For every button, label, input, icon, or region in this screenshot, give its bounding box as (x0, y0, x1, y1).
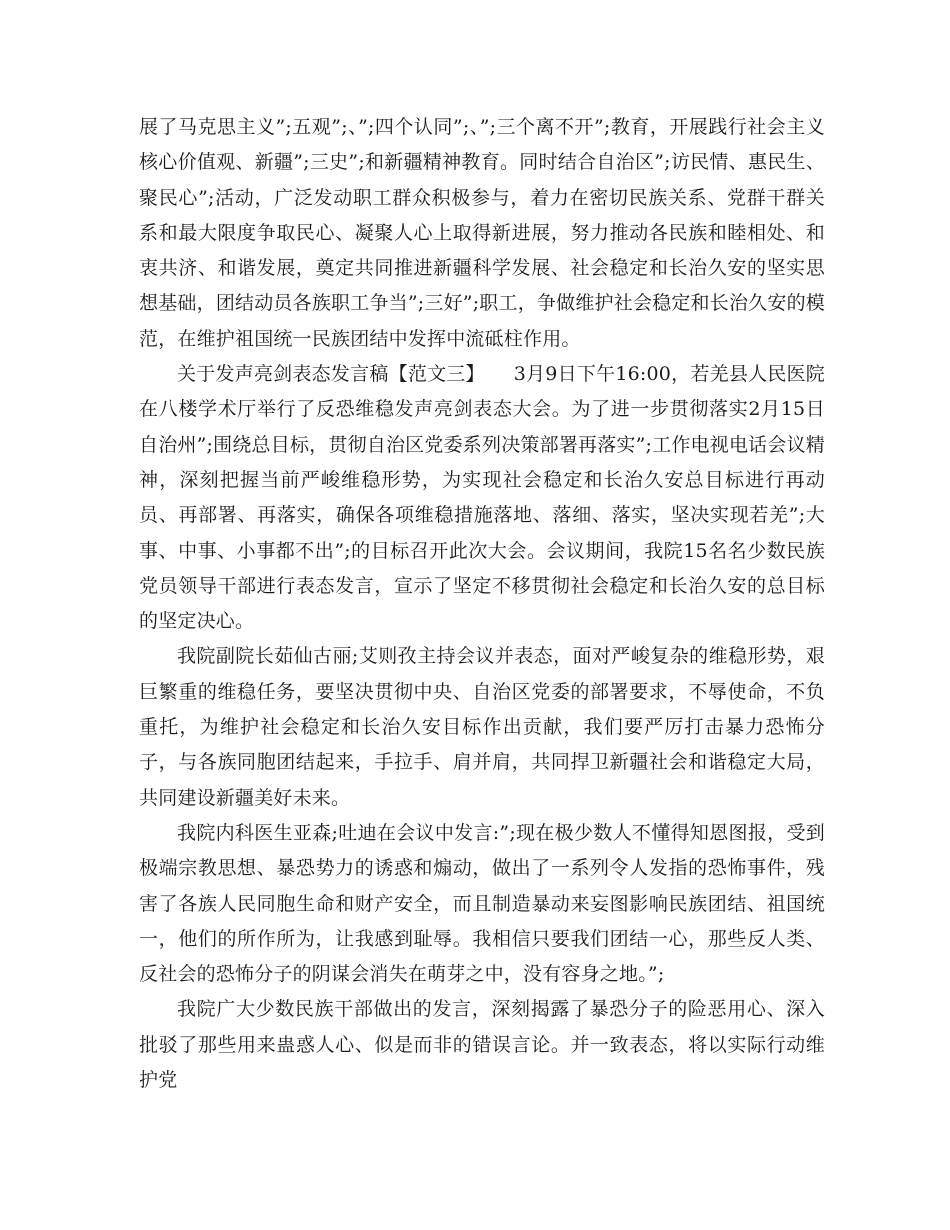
paragraph-4: 我院内科医生亚森;吐迪在会议中发言:”;现在极少数人不懂得知恩图报，受到极端宗教思想、暴恐势力的诱惑和煽动，做出了一系列令人发指的恐怖事件，残害了各族人民同胞生命和财产安全，而且制造暴动来妄图影响民族团结、祖国统一，他们的所作所为，让我感到耻辱。我相信只要我们团结一心，那些反人类、反社会的恐怖分子的阴谋会消失在萌芽之中，没有容身之地。”; (139, 821, 825, 986)
paragraph-2: 关于发声亮剑表态发言稿【范文三】 3月9日下午16:00，若羌县人民医院在八楼学术厅举行了反恐维稳发声亮剑表态大会。为了进一步贯彻落实2月15日自治州”;围绕总目标，贯彻自治区党委系列决策部署再落实”;工作电视电话会议精神，深刻把握当前严峻维稳形势，为实现社会稳定和长治久安总目标进行再动员、再部署、再落实，确保各项维稳措施落地、落细、落实，坚决实现若羌”;大事、中事、小事都不出”;的目标召开此次大会。会议期间，我院15名名少数民族党员领导干部进行表态发言，宣示了坚定不移贯彻社会稳定和长治久安的总目标的坚定决心。 (139, 363, 825, 633)
document-page (139, 110, 825, 1098)
paragraph-3: 我院副院长茹仙古丽;艾则孜主持会议并表态，面对严峻复杂的维稳形势，艰巨繁重的维稳任务，要坚决贯彻中央、自治区党委的部署要求，不辱使命，不负重托，为维护社会稳定和长治久安目标作出贡献，我们要严厉打击暴力恐怖分子，与各族同胞团结起来，手拉手、肩并肩，共同捍卫新疆社会和谐稳定大局，共同建设新疆美好未来。 (139, 645, 825, 809)
paragraph-1: 展了马克思主义”;五观”;、”;四个认同”;、”;三个离不开”;教育，开展践行社会主义核心价值观、新疆”;三史”;和新疆精神教育。同时结合自治区”;访民情、惠民生、聚民心”;活动，广泛发动职工群众积极参与，着力在密切民族关系、党群干群关系和最大限度争取民心、凝聚人心上取得新进展，努力推动各民族和睦相处、和衷共济、和谐发展，奠定共同推进新疆科学发展、社会稳定和长治久安的坚实思想基础，团结动员各族职工争当”;三好”;职工，争做维护社会稳定和长治久安的模范，在维护祖国统一民族团结中发挥中流砥柱作用。 (139, 116, 825, 350)
paragraph-5: 我院广大少数民族干部做出的发言，深刻揭露了暴恐分子的险恶用心、深入批驳了那些用来蛊惑人心、似是而非的错误言论。并一致表态，将以实际行动维护党 (139, 998, 825, 1092)
